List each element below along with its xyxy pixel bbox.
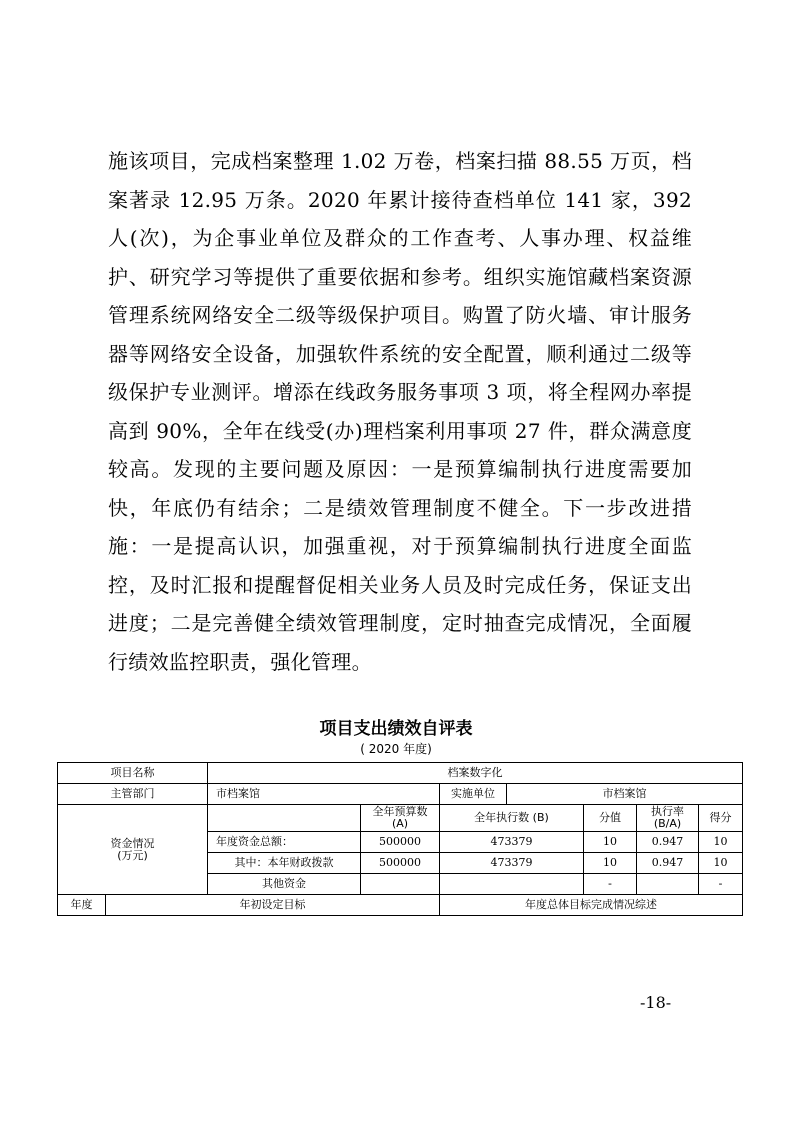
table-row bbox=[58, 895, 743, 916]
row2-rate: 0.947 bbox=[637, 853, 699, 874]
table-row bbox=[58, 763, 743, 784]
impl-value: 市档案馆 bbox=[507, 784, 743, 805]
page-number: -18- bbox=[640, 993, 672, 1012]
row1-rate: 0.947 bbox=[637, 832, 699, 853]
summary-label: 年度总体目标完成情况综述 bbox=[440, 895, 743, 916]
row3-got: - bbox=[699, 874, 743, 895]
funds-unit: (万元) bbox=[117, 848, 148, 862]
performance-table bbox=[57, 762, 743, 916]
row1-budget: 500000 bbox=[361, 832, 440, 853]
row3-label: 其他资金 bbox=[208, 874, 361, 895]
funds-label-cell bbox=[58, 805, 208, 895]
row1-label: 年度资金总额： bbox=[208, 832, 361, 853]
row2-score: 10 bbox=[584, 853, 637, 874]
row2-exec: 473379 bbox=[440, 853, 584, 874]
row1-got: 10 bbox=[699, 832, 743, 853]
row2-budget: 500000 bbox=[361, 853, 440, 874]
dept-value: 市档案馆 bbox=[208, 784, 440, 805]
row1-score: 10 bbox=[584, 832, 637, 853]
row3-score: - bbox=[584, 874, 637, 895]
year-label: 年度 bbox=[58, 895, 106, 916]
row1-exec: 473379 bbox=[440, 832, 584, 853]
row3-rate bbox=[637, 874, 699, 895]
impl-label: 实施单位 bbox=[440, 784, 507, 805]
blank-cell bbox=[208, 805, 361, 832]
funds-label: 资金情况 bbox=[110, 836, 155, 850]
table-row bbox=[58, 805, 743, 832]
row2-label: 其中：本年财政拨款 bbox=[208, 853, 361, 874]
table-subtitle: ( 2020 年度) bbox=[360, 742, 432, 756]
dept-label: 主管部门 bbox=[58, 784, 208, 805]
project-name-value: 档案数字化 bbox=[208, 763, 743, 784]
col-budget: 全年预算数 (A) bbox=[361, 805, 440, 832]
body-paragraph bbox=[108, 142, 692, 681]
row3-budget bbox=[361, 874, 440, 895]
col-exec: 全年执行数 (B) bbox=[440, 805, 584, 832]
row2-got: 10 bbox=[699, 853, 743, 874]
col-rate: 执行率 (B/A) bbox=[637, 805, 699, 832]
table-title: 项目支出绩效自评表 bbox=[319, 719, 473, 739]
row3-exec bbox=[440, 874, 584, 895]
col-score: 分值 bbox=[584, 805, 637, 832]
goal-label: 年初设定目标 bbox=[106, 895, 440, 916]
col-got: 得分 bbox=[699, 805, 743, 832]
table-row bbox=[58, 784, 743, 805]
paragraph-text: 施该项目，完成档案整理 1.02 万卷，档案扫描 88.55 万页，档案著录 12.95 万条。2020 年累计接待查档单位 141 家，392 人(次)，为企事业单位及群众的工作查考、人事办理、权益维护、研究学习等提供了重要依据和参考。组织实施馆藏档案资源管理系统网络安全二级等级保护项目。购置了防火墙、审计服务器等网络安全设备，加强软件系统的安全配置，顺利通过二级等级保护专业测评。增添在线政务服务事项 3 项，将全程网办率提高到 90%，全年在线受(办)理档案利用事项 27 件，群众满意度较高。发现的主要问题及原因：一是预算编制执行进度需要加快，年底仍有结余；二是绩效管理制度不健全。下一步改进措施：一是提高认识，加强重视，对于预算编制执行进度全面监控，及时汇报和提醒督促相关业务人员及时完成任务，保证支出进度；二是完善健全绩效管理制度，定时抽查完成情况，全面履行绩效监控职责，强化管理。 bbox=[108, 149, 692, 674]
project-name-label: 项目名称 bbox=[58, 763, 208, 784]
